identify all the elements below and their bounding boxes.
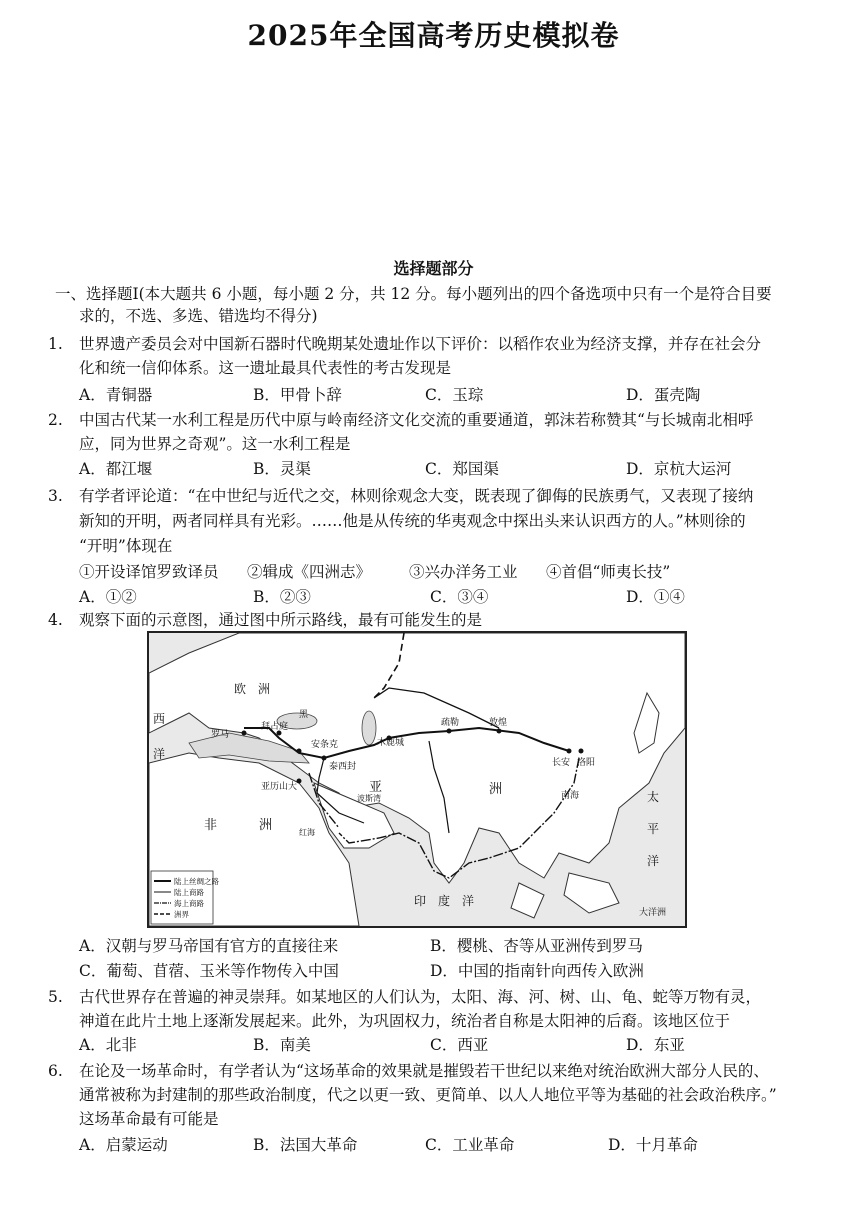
map-label-africa-zhou: 洲 xyxy=(259,818,273,833)
question-stem-line: 观察下面的示意图，通过图中所示路线，最有可能发生的是 xyxy=(79,611,483,629)
option-d[interactable]: D．东亚 xyxy=(626,1036,685,1054)
question-stem-line: 古代世界存在普遍的神灵崇拜。如某地区的人们认为，太阳、海、河、树、山、龟、蛇等万物有灵， xyxy=(79,988,762,1006)
question-number: 1. xyxy=(48,335,63,353)
question-stem-line: 有学者评论道：“在中世纪与近代之交，林则徐观念大变，既表现了御侮的民族勇气，又表现了接纳 xyxy=(79,487,754,505)
option-d[interactable]: D．中国的指南针向西传入欧洲 xyxy=(430,962,644,980)
map-legend xyxy=(151,871,219,924)
map-label-dunhuang: 敦煌 xyxy=(489,718,508,728)
map-label-africa-fei: 非 xyxy=(204,818,218,833)
map-label-pacific-tai: 太 xyxy=(647,790,660,804)
map-label-alexandria: 亚历山大 xyxy=(261,782,298,792)
exam-title: 2025年全国高考历史模拟卷 xyxy=(247,19,620,52)
option-b[interactable]: B．甲骨卜辞 xyxy=(253,386,342,404)
legend-land-trade-route: 陆上商路 xyxy=(174,888,204,897)
question-stem-line: 通常被称为封建制的那些政治制度，代之以更一致、更简单、以人人地位平等为基础的社会政治秩序。” xyxy=(79,1086,777,1104)
map-label-atlantic-xi: 西 xyxy=(153,712,166,726)
option-b[interactable]: B．樱桃、杏等从亚洲传到罗马 xyxy=(430,937,643,955)
map-label-persian-gulf: 波斯湾 xyxy=(357,794,381,803)
map-label-asia-ya: 亚 xyxy=(369,780,383,795)
statement-item: ②辑成《四洲志》 xyxy=(247,563,372,581)
map-label-oceania: 大洋洲 xyxy=(639,908,667,918)
question-stem-line: 应，同为世界之奇观”。这一水利工程是 xyxy=(79,435,351,453)
option-c[interactable]: C．葡萄、苜蓿、玉米等作物传入中国 xyxy=(79,962,339,980)
legend-land-silk-road: 陆上丝绸之路 xyxy=(174,877,219,886)
option-d[interactable]: D．①④ xyxy=(626,588,685,606)
option-d[interactable]: D．京杭大运河 xyxy=(626,460,732,478)
question-stem-line: 中国古代某一水利工程是历代中原与岭南经济文化交流的重要通道，郭沫若称赞其“与长城南北相呼 xyxy=(79,411,754,429)
option-c[interactable]: C．工业革命 xyxy=(425,1136,515,1154)
map-label-pacific-ping: 平 xyxy=(647,822,660,836)
map-label-kashgar: 疏勒 xyxy=(441,718,460,728)
map-label-tyre: 泰西封 xyxy=(329,762,357,772)
map-label-rome: 罗马 xyxy=(211,730,230,740)
question-stem-line: “开明”体现在 xyxy=(79,537,173,555)
map-label-black-sea: 黑 xyxy=(299,710,309,720)
question-number: 2. xyxy=(48,411,63,429)
option-c[interactable]: C．玉琮 xyxy=(425,386,484,404)
option-a[interactable]: A．北非 xyxy=(79,1036,137,1054)
option-b[interactable]: B．灵渠 xyxy=(253,460,311,478)
option-a[interactable]: A．青铜器 xyxy=(79,386,153,404)
question-stem-line: 神道在此片土地上逐渐发展起来。此外，为巩固权力，统治者自称是太阳神的后裔。该地区位于 xyxy=(79,1012,731,1030)
map-label-pacific-yang: 洋 xyxy=(647,854,660,868)
map-label-constantinople: 拜占庭 xyxy=(261,722,289,732)
instructions-line-1: 一、选择题Ⅰ(本大题共 6 小题，每小题 2 分，共 12 分。每小题列出的四个备选项中只有一个是符合目要 xyxy=(55,285,772,303)
option-c[interactable]: C．③④ xyxy=(430,588,489,606)
map-label-indian-ocean: 印 度 洋 xyxy=(414,894,475,908)
statement-item: ①开设译馆罗致译员 xyxy=(79,563,219,581)
instructions-line-2: 求的，不选、多选、错选均不得分) xyxy=(79,307,318,325)
option-a[interactable]: A．都江堰 xyxy=(79,460,153,478)
question-stem-line: 新知的开明，两者同样具有光彩。……他是从传统的华夷观念中探出头来认识西方的人。”林则徐的 xyxy=(79,512,746,530)
option-a[interactable]: A．①② xyxy=(79,588,137,606)
question-number: 6. xyxy=(48,1062,63,1080)
legend-sea-trade-route: 海上商路 xyxy=(174,899,204,908)
question-stem-line: 在论及一场革命时，有学者认为“这场革命的效果就是摧毁若干世纪以来绝对统治欧洲大部分人民的、 xyxy=(79,1062,769,1080)
question-stem-line: 化和统一信仰体系。这一遗址最具代表性的考古发现是 xyxy=(79,359,452,377)
statement-item: ③兴办洋务工业 xyxy=(409,563,518,581)
map-label-antioch: 安条克 xyxy=(311,740,339,750)
option-d[interactable]: D．十月革命 xyxy=(608,1136,698,1154)
option-a[interactable]: A．汉朝与罗马帝国有官方的直接往来 xyxy=(79,937,339,955)
silk-road-map xyxy=(147,631,687,928)
option-b[interactable]: B．法国大革命 xyxy=(253,1136,358,1154)
question-number: 3. xyxy=(48,487,63,505)
legend-continent-border: 洲界 xyxy=(174,910,189,919)
question-stem-line: 这场革命最有可能是 xyxy=(79,1110,219,1128)
statement-item: ④首倡“师夷长技” xyxy=(546,563,671,581)
map-label-luoyang: 洛阳 xyxy=(577,758,596,768)
option-c[interactable]: C．郑国渠 xyxy=(425,460,499,478)
question-number: 4. xyxy=(48,611,63,629)
option-b[interactable]: B．南美 xyxy=(253,1036,311,1054)
option-d[interactable]: D．蛋壳陶 xyxy=(626,386,701,404)
map-label-asia-zhou: 洲 xyxy=(489,782,503,797)
map-label-changan: 长安 xyxy=(552,758,571,768)
question-number: 5. xyxy=(48,988,63,1006)
map-label-europe: 欧 洲 xyxy=(234,682,271,696)
section-title: 选择题部分 xyxy=(393,259,474,278)
map-label-nanhai: 南海 xyxy=(561,791,580,801)
question-stem-line: 世界遗产委员会对中国新石器时代晚期某处遗址作以下评价：以稻作农业为经济支撑，并存在社会分 xyxy=(79,335,762,353)
map-label-samarkand: 木鹿城 xyxy=(377,738,405,748)
option-b[interactable]: B．②③ xyxy=(253,588,311,606)
map-label-atlantic-yang: 洋 xyxy=(153,747,166,761)
option-c[interactable]: C．西亚 xyxy=(430,1036,489,1054)
map-label-red-sea: 红海 xyxy=(299,828,315,837)
option-a[interactable]: A．启蒙运动 xyxy=(79,1136,168,1154)
